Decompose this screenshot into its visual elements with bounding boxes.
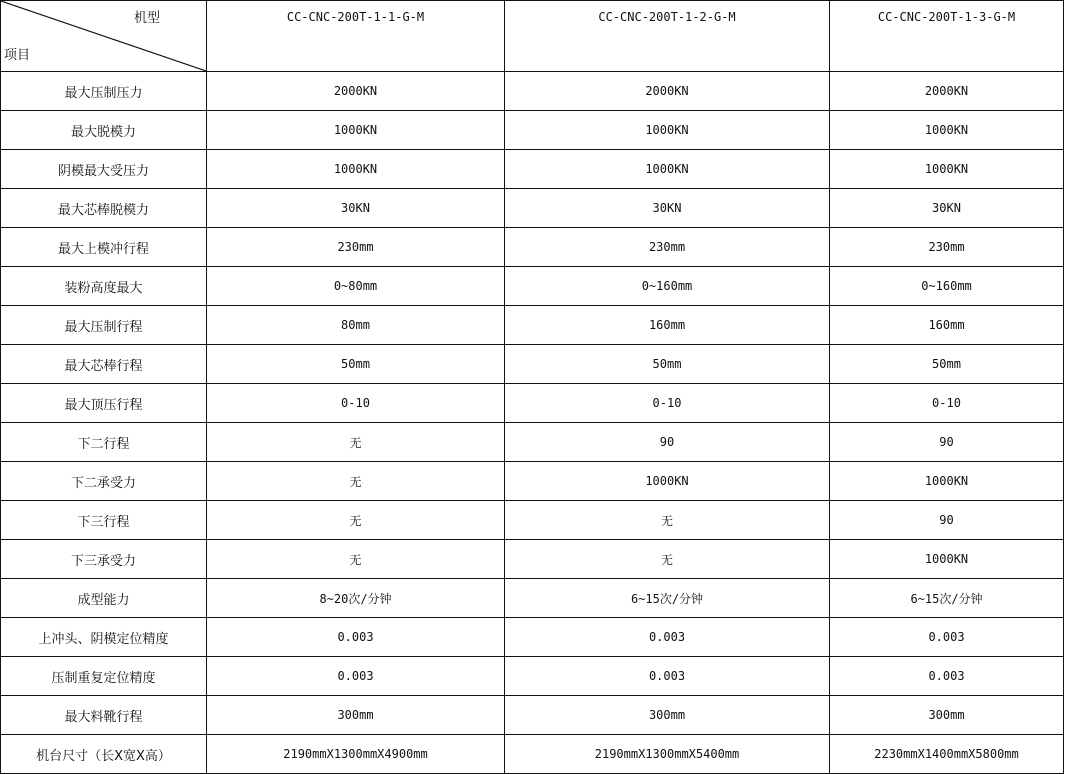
value-cell-model-2: 230mm (505, 228, 830, 267)
value-cell-model-1: 2000KN (207, 72, 505, 111)
model-header-2: CC-CNC-200T-1-2-G-M (505, 1, 830, 72)
item-label-cell: 最大脱模力 (1, 111, 207, 150)
value-cell-model-2: 2000KN (505, 72, 830, 111)
item-label-cell: 最大上模冲行程 (1, 228, 207, 267)
item-label-cell: 最大压制行程 (1, 306, 207, 345)
value-cell-model-3: 0.003 (830, 657, 1064, 696)
value-cell-model-3: 1000KN (830, 111, 1064, 150)
value-cell-model-2: 无 (505, 540, 830, 579)
value-cell-model-2: 1000KN (505, 150, 830, 189)
value-cell-model-1: 300mm (207, 696, 505, 735)
item-label-cell: 机台尺寸（长X宽X高） (1, 735, 207, 774)
value-cell-model-1: 0.003 (207, 618, 505, 657)
value-cell-model-1: 230mm (207, 228, 505, 267)
value-cell-model-3: 160mm (830, 306, 1064, 345)
table-row (1, 462, 1064, 501)
value-cell-model-1: 0.003 (207, 657, 505, 696)
item-label-cell: 装粉高度最大 (1, 267, 207, 306)
value-cell-model-1: 50mm (207, 345, 505, 384)
value-cell-model-1: 无 (207, 423, 505, 462)
value-cell-model-1: 0-10 (207, 384, 505, 423)
value-cell-model-2: 6~15次/分钟 (505, 579, 830, 618)
value-cell-model-2: 0.003 (505, 657, 830, 696)
value-cell-model-2: 0.003 (505, 618, 830, 657)
value-cell-model-3: 6~15次/分钟 (830, 579, 1064, 618)
value-cell-model-3: 230mm (830, 228, 1064, 267)
model-header-3: CC-CNC-200T-1-3-G-M (830, 1, 1064, 72)
item-label-cell: 下三行程 (1, 501, 207, 540)
value-cell-model-2: 0~160mm (505, 267, 830, 306)
value-cell-model-3: 2230mmX1400mmX5800mm (830, 735, 1064, 774)
table-row (1, 150, 1064, 189)
value-cell-model-3: 2000KN (830, 72, 1064, 111)
table-row (1, 111, 1064, 150)
item-label-cell: 最大芯棒脱模力 (1, 189, 207, 228)
table-row (1, 423, 1064, 462)
value-cell-model-3: 90 (830, 501, 1064, 540)
table-row (1, 72, 1064, 111)
value-cell-model-3: 0.003 (830, 618, 1064, 657)
value-cell-model-1: 1000KN (207, 150, 505, 189)
value-cell-model-2: 无 (505, 501, 830, 540)
value-cell-model-2: 300mm (505, 696, 830, 735)
value-cell-model-3: 0-10 (830, 384, 1064, 423)
value-cell-model-1: 2190mmX1300mmX4900mm (207, 735, 505, 774)
value-cell-model-3: 30KN (830, 189, 1064, 228)
model-header-1: CC-CNC-200T-1-1-G-M (207, 1, 505, 72)
value-cell-model-2: 1000KN (505, 111, 830, 150)
value-cell-model-2: 1000KN (505, 462, 830, 501)
value-cell-model-2: 0-10 (505, 384, 830, 423)
value-cell-model-1: 80mm (207, 306, 505, 345)
value-cell-model-3: 90 (830, 423, 1064, 462)
corner-header-cell (1, 1, 207, 72)
value-cell-model-3: 0~160mm (830, 267, 1064, 306)
item-label-cell: 最大芯棒行程 (1, 345, 207, 384)
item-label-cell: 下三承受力 (1, 540, 207, 579)
diagonal-divider (1, 1, 206, 71)
item-label-cell: 上冲头、阴模定位精度 (1, 618, 207, 657)
item-label-cell: 最大料靴行程 (1, 696, 207, 735)
table-row (1, 384, 1064, 423)
table-row (1, 189, 1064, 228)
value-cell-model-2: 2190mmX1300mmX5400mm (505, 735, 830, 774)
item-label-cell: 下二承受力 (1, 462, 207, 501)
table-row (1, 696, 1064, 735)
value-cell-model-2: 30KN (505, 189, 830, 228)
item-label-cell: 阴模最大受压力 (1, 150, 207, 189)
item-label-cell: 压制重复定位精度 (1, 657, 207, 696)
value-cell-model-2: 90 (505, 423, 830, 462)
value-cell-model-1: 1000KN (207, 111, 505, 150)
item-label-cell: 最大压制压力 (1, 72, 207, 111)
value-cell-model-1: 0~80mm (207, 267, 505, 306)
table-row (1, 267, 1064, 306)
item-label-cell: 最大顶压行程 (1, 384, 207, 423)
value-cell-model-1: 8~20次/分钟 (207, 579, 505, 618)
corner-item-label: 项目 (4, 48, 31, 63)
header-row (1, 1, 1064, 72)
value-cell-model-1: 30KN (207, 189, 505, 228)
corner-model-label: 机型 (133, 11, 160, 26)
item-label-cell: 成型能力 (1, 579, 207, 618)
table-row (1, 618, 1064, 657)
value-cell-model-1: 无 (207, 540, 505, 579)
table-row (1, 306, 1064, 345)
table-row (1, 501, 1064, 540)
table-row (1, 345, 1064, 384)
value-cell-model-3: 300mm (830, 696, 1064, 735)
value-cell-model-2: 160mm (505, 306, 830, 345)
table-row (1, 735, 1064, 774)
spec-table-body (1, 72, 1064, 774)
item-label-cell: 下二行程 (1, 423, 207, 462)
value-cell-model-3: 1000KN (830, 462, 1064, 501)
value-cell-model-3: 50mm (830, 345, 1064, 384)
table-row (1, 228, 1064, 267)
value-cell-model-3: 1000KN (830, 150, 1064, 189)
value-cell-model-3: 1000KN (830, 540, 1064, 579)
value-cell-model-2: 50mm (505, 345, 830, 384)
table-row (1, 579, 1064, 618)
value-cell-model-1: 无 (207, 462, 505, 501)
value-cell-model-1: 无 (207, 501, 505, 540)
table-row (1, 540, 1064, 579)
table-row (1, 657, 1064, 696)
